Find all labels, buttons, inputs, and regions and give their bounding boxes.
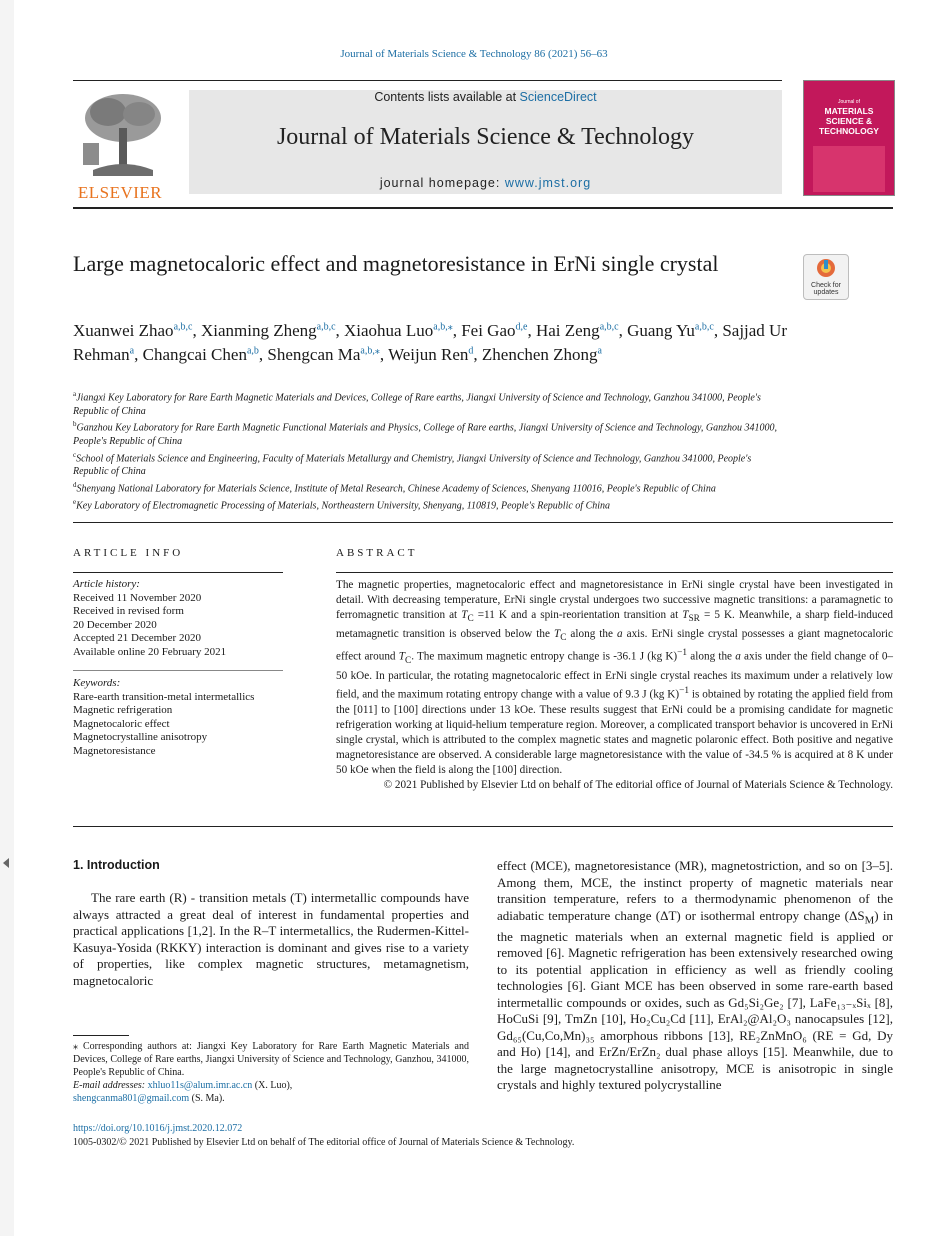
- contents-prefix: Contents lists available at: [374, 90, 520, 104]
- email-link[interactable]: xhluo11s@alum.imr.ac.cn: [147, 1080, 253, 1091]
- keywords: [73, 677, 283, 758]
- affiliation: $^e$Key Laboratory of Electromagnetic Processing of Materials, Northeastern University, Shenyang, 110819, People's Republic of China: [73, 497, 611, 512]
- author[interactable]: Zhenchen Zhong$^a$: [481, 345, 602, 365]
- previous-page-arrow-icon[interactable]: [3, 858, 9, 868]
- keywords-rule: [73, 670, 283, 671]
- keyword: Magnetoresistance: [73, 744, 156, 757]
- check-for-updates-button[interactable]: [803, 254, 849, 300]
- homepage-line: [189, 176, 782, 190]
- author[interactable]: Weijun Ren$^d$,: [388, 345, 482, 365]
- journal-header-box: [189, 90, 782, 194]
- journal-cover-image[interactable]: [803, 80, 895, 196]
- journal-reference[interactable]: Journal of Materials Science & Technology 86 (2021) 56–63: [340, 48, 608, 60]
- header-top-rule: [73, 80, 782, 81]
- issn-copyright-line: 1005-0302/© 2021 Published by Elsevier Ltd on behalf of The editorial office of Journal of Materials Science & Technology.: [73, 1137, 575, 1148]
- intro-right-column: [497, 858, 893, 1094]
- cover-small-text: Journal of: [838, 99, 860, 105]
- journal-name: Journal of Materials Science & Technology: [276, 124, 695, 150]
- abstract-copyright: © 2021 Published by Elsevier Ltd on behalf of The editorial office of Journal of Materials Science & Technology.: [383, 779, 893, 792]
- abstract-heading: ABSTRACT: [336, 547, 418, 559]
- abstract-rule: [336, 572, 893, 573]
- sciencedirect-link[interactable]: ScienceDirect: [519, 90, 597, 104]
- check-badge-line1: Check for: [811, 281, 841, 289]
- article-info-heading: ARTICLE INFO: [73, 547, 184, 559]
- affiliation: $^b$Ganzhou Key Laboratory for Rare Earth Magnetic Functional Materials and Physics, College of Rare earths, Jiangxi University of Science and Technology, Ganzhou 341000, People's Republic of China: [73, 420, 777, 448]
- corresponding-note: ⁎ Corresponding authors at: Jiangxi Key Laboratory for Rare Earth Magnetic Materials and Devices, College of Rare earths, Jiangxi University of Science and Technology, Ganzhou, 341000, People's Republic of China.: [73, 1041, 469, 1078]
- keyword: Rare-earth transition-metal intermetallics: [73, 690, 255, 703]
- affiliation: $^c$School of Materials Science and Engineering, Faculty of Materials Metallurgy and Chemistry, Jiangxi University of Science and Technology, Ganzhou 341000, People's Republic of China: [73, 450, 752, 478]
- header-bottom-rule: [73, 207, 893, 209]
- elsevier-logo: [73, 88, 167, 202]
- author-list: [73, 316, 793, 365]
- affiliations-bottom-rule: [73, 522, 893, 523]
- author[interactable]: Guang Yu$^{a,b,c}$,: [627, 320, 723, 340]
- affiliation: $^d$Shenyang National Laboratory for Materials Science, Institute of Metal Research, Chinese Academy of Sciences, Shenyang 110016, People's Republic of China: [73, 480, 716, 495]
- article-info-rule: [73, 572, 283, 573]
- history-item: Accepted 21 December 2020: [73, 632, 201, 644]
- keyword: Magnetocaloric effect: [73, 717, 170, 730]
- contents-line: [189, 90, 782, 104]
- abstract-body: [336, 578, 893, 793]
- email-line: shengcanma801@gmail.com (S. Ma).: [73, 1093, 225, 1104]
- author[interactable]: Hai Zeng$^{a,b,c}$,: [535, 320, 628, 340]
- elsevier-tree-icon: [73, 88, 167, 176]
- affiliation-list: [73, 388, 783, 513]
- page-side-gutter: [0, 0, 14, 1236]
- homepage-link[interactable]: www.jmst.org: [504, 176, 592, 190]
- history-label: Article history:: [73, 578, 140, 590]
- intro-paragraph: The rare earth (R) - transition metals (T) intermetallic compounds have always attracted a great deal of interest in fundamental properties and practical applications [1,2]. In the R–T intermetallics, the Rudermen-Kittel-Kasuya-Yosida (RKKY) interaction is dominant and gives rise to a variety of properties, like complex magnetic structures, metamagnetism, magnetocaloric: [73, 890, 469, 988]
- author[interactable]: Xianming Zheng$^{a,b,c}$,: [200, 320, 345, 340]
- intro-left-column: [73, 890, 469, 989]
- doi-link[interactable]: https://doi.org/10.1016/j.jmst.2020.12.072: [73, 1123, 243, 1134]
- intro-paragraph: effect (MCE), magnetoresistance (MR), magnetostriction, and so on [3–5]. Among them, MCE, the instinct property of magnetic materials near transition temperature, refers to a thermodynamic phenomenon of the adiabatic temperature change (ΔT) or isothermal entropy change $(\Delta S_M)$ in the magnetic materials when an external magnetic field is applied or removed [6]. Magnetic refrigeration has been extensively researched owing to its potential application in efficiency as well as friendly cooling technologies [6]. Giant MCE has been observed in some rare-earth based intermetallic compounds or oxides, such as Gd₅Si₂Ge₂ [7], LaFe₁₃₋ₓSiₓ [8], HoCuSi [9], TmZn [10], Ho₂Cu₂Cd [11], ErAl₂@Al₂O₃ nanocapsules [12], Gd₆₅(Cu,Co,Mn)₃₅ amorphous ribbons [13], RE₂ZnMnO₆ (RE = Gd, Dy and Ho) [14], and ErZn/ErZn₂ dual phase alloys [15]. Meanwhile, due to the large magnetocrystalline anisotropy, MCE is anisotropic in single crystals and highly textured polycrystalline: [497, 858, 893, 1093]
- homepage-prefix: journal homepage:: [379, 176, 505, 190]
- email-line: E-mail addresses: xhluo11s@alum.imr.ac.cn (X. Luo),: [73, 1080, 293, 1091]
- cover-title: MATERIALS SCIENCE & TECHNOLOGY: [819, 106, 879, 136]
- author[interactable]: Xiaohua Luo$^{a,b,⁎}$,: [344, 320, 462, 340]
- history-item: 20 December 2020: [73, 618, 157, 631]
- history-item: Received in revised form: [73, 605, 184, 617]
- corresponding-author-footnote: [73, 1040, 469, 1105]
- introduction-heading: 1. Introduction: [73, 858, 160, 872]
- author[interactable]: Changcai Chen$^{a,b}$,: [142, 345, 268, 365]
- keyword: Magnetocrystalline anisotropy: [73, 731, 208, 743]
- keyword: Magnetic refrigeration: [73, 704, 173, 716]
- check-badge-line2: updates: [813, 289, 839, 296]
- author[interactable]: Xuanwei Zhao$^{a,b,c}$,: [73, 320, 201, 340]
- cover-inner-panel: [813, 146, 885, 192]
- history-item: Received 11 November 2020: [73, 591, 202, 604]
- author[interactable]: Sajjad Ur Rehman$^a$,: [73, 320, 787, 365]
- author[interactable]: Fei Gao$^{d,e}$,: [461, 320, 536, 340]
- article-history: [73, 578, 283, 659]
- affiliation: $^a$Jiangxi Key Laboratory for Rare Earth Magnetic Materials and Devices, College of Rare earths, Jiangxi University of Science and Technology, Ganzhou 341000, People's Republic of China: [73, 390, 761, 417]
- email-link[interactable]: shengcanma801@gmail.com: [73, 1093, 190, 1104]
- elsevier-wordmark: ELSEVIER: [77, 183, 163, 202]
- check-for-updates-icon: [815, 258, 837, 278]
- history-item: Available online 20 February 2021: [73, 645, 227, 658]
- abstract-bottom-rule: [73, 826, 893, 827]
- paper-title: Large magnetocaloric effect and magnetoresistance in ErNi single crystal: [73, 251, 719, 276]
- keywords-label: Keywords:: [73, 677, 121, 689]
- footnote-rule: [73, 1035, 129, 1036]
- abstract-text: The magnetic properties, magnetocaloric effect and magnetoresistance in ErNi single crystal have been investigated in detail. With decreasing temperature, ErNi single crystal undergoes two successive magnetic transitions: a paramagnetic to ferromagnetic transition at $T_C =11$ K and a spin-reorientation transition at $T_{SR} = 5$ K. Meanwhile, a sharp field-induced metamagnetic transition is observed below the $T_C$ along the a axis. ErNi single crystal possesses a giant magnetocaloric effect around $T_C$. The maximum magnetic entropy change is -36.1 J (kg K)$^{-1}$ along the a axis under the field change of 0–50 kOe. In particular, the rotating magnetocaloric effect in ErNi single crystal reaches its maximum under a relatively low field, and the maximum rotating entropy change with a value of 9.3 J (kg K)$^{-1}$ is obtained by rotating the applied field from the [011] to [100] directions under 13 kOe. These results suggest that ErNi could be a promising candidate for magnetic refrigeration working at liquid-helium temperature region. Moreover, a complicated transport behavior is uncovered in ErNi single crystal, which is attributed to the complex magnetic states and magnetic polaronic effect. Both positive and negative magnetoresistance are observed. A considerable large magnetoresistance with the value of -34.5 % is acquired at 8 K under 50 kOe when the field is along the [100] direction.: [336, 579, 894, 777]
- author[interactable]: Shengcan $Ma^{a,b,⁎}$,: [267, 345, 389, 365]
